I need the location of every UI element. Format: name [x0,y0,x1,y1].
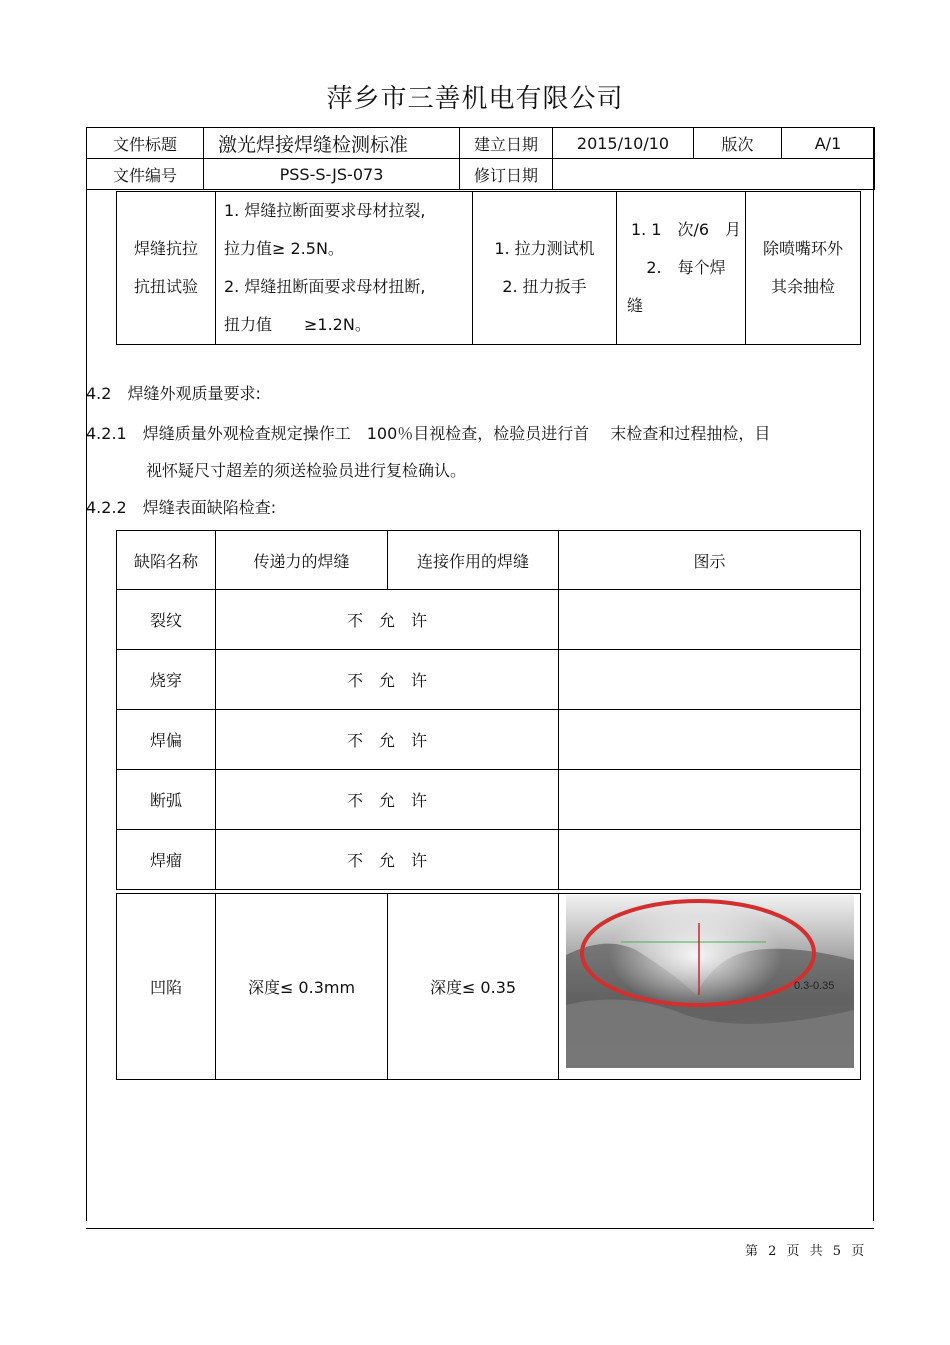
scope-line1: 除喷嘴环外 [762,239,843,258]
defect-name: 裂纹 [117,590,216,650]
test-item-line2: 抗扭试验 [133,277,198,296]
page-frame-right [873,127,874,1221]
created-label: 建立日期 [460,128,553,159]
dent-photo [566,895,854,1068]
req-line4: 扭力值 ≥1.2N。 [224,315,371,334]
defect-rule: 不 允 许 [216,590,559,650]
defect-header-name: 缺陷名称 [117,531,216,590]
section-4-2: 4.2 焊缝外观质量要求: [86,384,261,403]
created-date: 2015/10/10 [553,128,694,159]
defect-header-force: 传递力的焊缝 [216,531,388,590]
equip-line1: 1. 拉力测试机 [494,239,595,258]
defect-name-dent: 凹陷 [117,894,216,1080]
doc-no-label: 文件编号 [87,159,204,190]
test-requirements [216,192,473,345]
req-line3: 2. 焊缝扭断面要求母材扭断, [224,277,426,296]
freq-line1: 1. 1 次/6 月 [630,220,742,239]
defect-name: 烧穿 [117,650,216,710]
section-4-2-1-cont: 视怀疑尺寸超差的须送检验员进行复检确认。 [146,461,467,480]
page-number: 第 2 页 共 5 页 [745,1244,868,1259]
section-4-2-2: 4.2.2 焊缝表面缺陷检查: [86,498,277,517]
document-header-table [86,127,875,190]
req-line1: 1. 焊缝拉断面要求母材拉裂, [224,201,426,220]
defect-figure [559,710,861,770]
revised-label: 修订日期 [460,159,553,190]
test-scope [746,192,861,345]
dent-connect-rule: 深度≤ 0.35 [388,894,559,1080]
company-title: 萍乡市三善机电有限公司 [326,84,624,114]
defect-figure [559,590,861,650]
section-4-2-1: 4.2.1 焊缝质量外观检查规定操作工 100％目视检查，检验员进行首 末检查和过程抽检，目 [86,424,771,443]
defect-rule: 不 允 许 [216,650,559,710]
weld-dent-image [566,895,854,1068]
freq-line3: 缝 [627,296,644,315]
doc-no: PSS-S-JS-073 [204,159,460,190]
defect-rule: 不 允 许 [216,830,559,890]
page-frame-left [86,127,87,1221]
defect-header-connect: 连接作用的焊缝 [388,531,559,590]
equip-line2: 2. 扭力扳手 [502,277,587,296]
defect-rule: 不 允 许 [216,770,559,830]
version-label: 版次 [694,128,782,159]
strength-test-table [116,191,861,345]
defect-figure [559,830,861,890]
version-value: A/1 [782,128,875,159]
defect-figure [559,770,861,830]
doc-title: 激光焊接焊缝检测标准 [204,128,460,159]
dent-photo-label: 0.3-0.35 [794,980,835,992]
test-equipment [473,192,617,345]
test-frequency [617,192,746,345]
defect-name: 断弧 [117,770,216,830]
test-item-line1: 焊缝抗拉 [133,239,198,258]
doc-title-label: 文件标题 [87,128,204,159]
dent-force-rule: 深度≤ 0.3mm [216,894,388,1080]
defect-rule: 不 允 许 [216,710,559,770]
freq-line2: 2. 每个焊 [646,258,726,277]
defect-header-figure: 图示 [559,531,861,590]
revised-date [553,159,875,190]
scope-line2: 其余抽检 [770,277,835,296]
test-item [117,192,216,345]
req-line2: 拉力值≥ 2.5N。 [224,239,344,258]
defect-figure [559,650,861,710]
defect-name: 焊瘤 [117,830,216,890]
defect-name: 焊偏 [117,710,216,770]
footer-divider [86,1228,874,1229]
